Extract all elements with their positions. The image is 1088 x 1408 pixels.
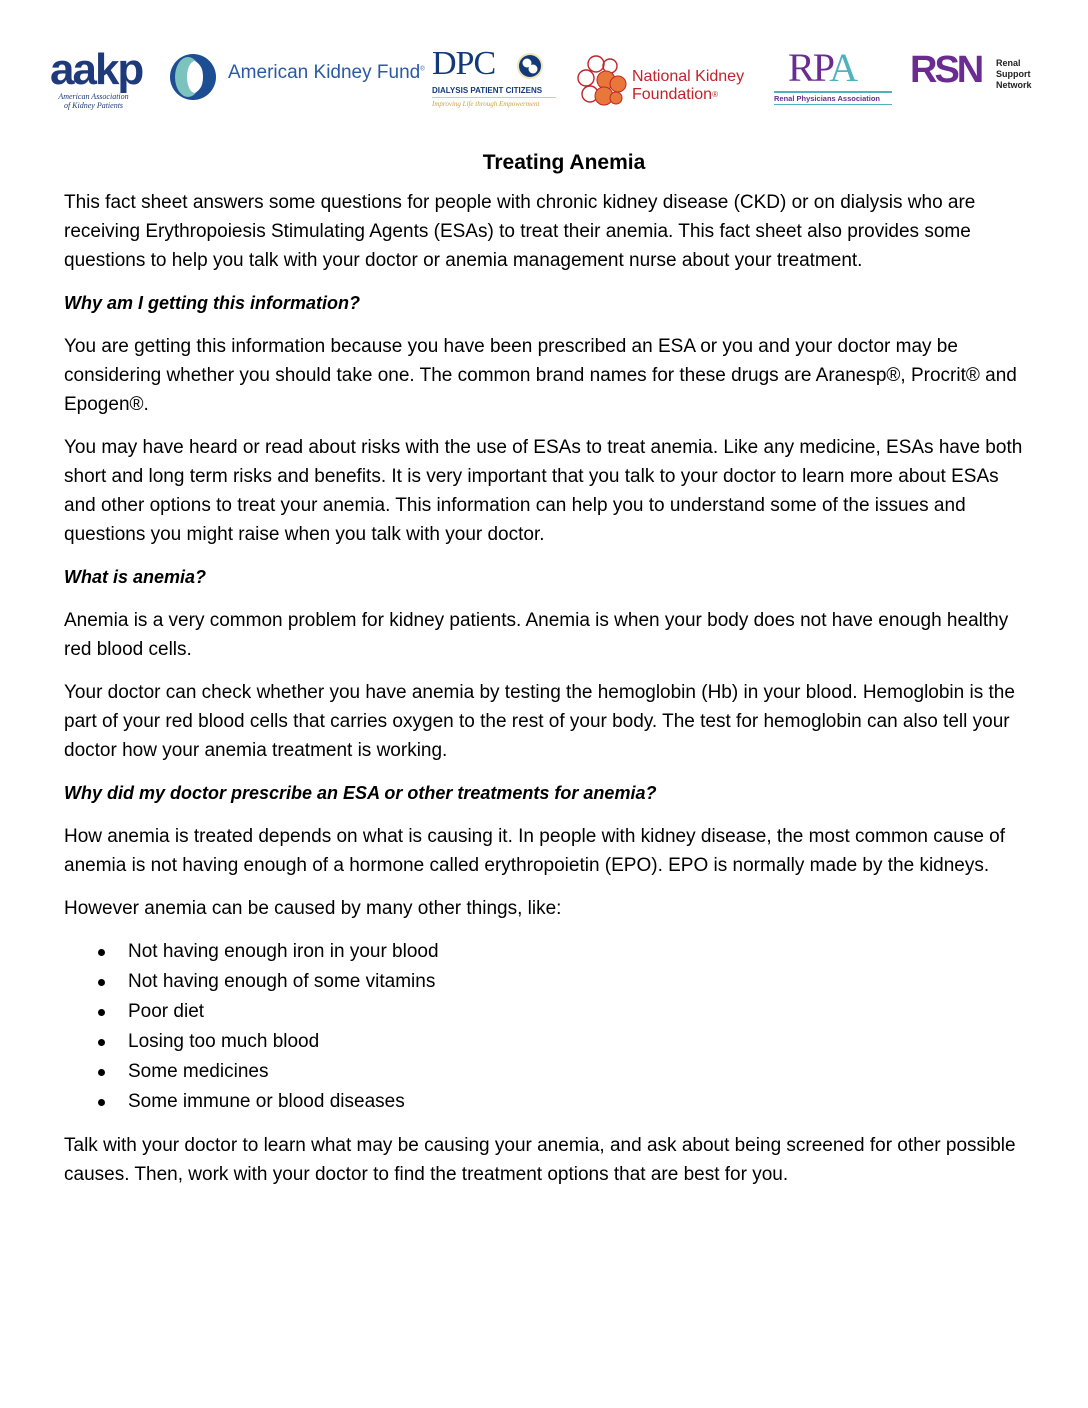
closing-paragraph: Talk with your doctor to learn what may be causing your anemia, and ask about being screened for other possible causes. Then, work with your doctor to find the treatment options that are best for you.	[64, 1135, 1016, 1185]
section-heading: Why am I getting this information?	[64, 293, 360, 313]
nkf-cells-icon	[576, 54, 630, 112]
section-paragraph: You may have heard or read about risks with the use of ESAs to treat anemia. Like any medicine, ESAs have both short and long term risks and benefits. It is very important that you talk to your doctor to learn more about ESAs and other options to treat your anemia. This information can help you to understand some of the issues and questions you might raise when you talk with your doctor.	[64, 437, 1023, 545]
dpc-globe-icon	[516, 52, 544, 80]
bullet-icon	[98, 949, 105, 956]
dpc-tagline: Improving Life through Empowerment	[432, 100, 540, 108]
dialysis-patient-citizens-logo	[430, 46, 560, 126]
sponsor-logos-bar	[48, 46, 1048, 126]
akf-name: American Kidney Fund®	[228, 62, 425, 83]
renal-support-network-logo	[910, 46, 1050, 126]
rpa-rule-bottom	[774, 104, 892, 105]
rsn-side-text: Renal Support Network	[996, 58, 1032, 90]
list-item: Some medicines	[64, 1057, 1034, 1087]
rpa-rule-top	[774, 91, 892, 93]
american-kidney-fund-logo	[168, 46, 428, 126]
section-paragraph: However anemia can be caused by many other things, like:	[64, 898, 562, 919]
dpc-divider	[432, 97, 556, 98]
section-paragraph: Your doctor can check whether you have anemia by testing the hemoglobin (Hb) in your blood. Hemoglobin is the part of your red blood cells that carries oxygen to the rest of your body. The test for hemoglobin can also tell your doctor how your anemia treatment is working.	[64, 682, 1015, 761]
akf-kidney-icon	[168, 52, 218, 102]
list-item: Not having enough iron in your blood	[64, 937, 1034, 967]
bullet-icon	[98, 1099, 105, 1106]
rpa-wordmark: RPA	[788, 45, 857, 90]
anemia-causes-list	[64, 937, 1034, 1117]
bullet-icon	[98, 1039, 105, 1046]
section-heading: What is anemia?	[64, 567, 207, 587]
page-title: Treating Anemia	[482, 151, 646, 174]
nkf-name: National Kidney Foundation®	[632, 68, 745, 103]
fact-sheet-body	[64, 148, 1034, 1189]
bullet-icon	[98, 1069, 105, 1076]
dpc-subtitle: DIALYSIS PATIENT CITIZENS	[432, 86, 543, 95]
aakp-logo	[48, 46, 168, 126]
list-item: Losing too much blood	[64, 1027, 1034, 1057]
rpa-subtitle: Renal Physicians Association	[774, 94, 881, 103]
aakp-subtitle: American Association of Kidney Patients	[58, 92, 129, 110]
intro-paragraph: This fact sheet answers some questions for people with chronic kidney disease (CKD) or on dialysis who are receiving Erythropoiesis Stimulating Agents (ESAs) to treat their anemia. This fact sheet also provides some questions to help you talk with your doctor or anemia management nurse about your treatment.	[64, 192, 976, 271]
national-kidney-foundation-logo	[576, 46, 776, 126]
section-paragraph: You are getting this information because you have been prescribed an ESA or you and your doctor may be considering whether you should take one. The common brand names for these drugs are Aranesp®, Procrit® and Epogen®.	[64, 336, 1017, 415]
section-heading: Why did my doctor prescribe an ESA or other treatments for anemia?	[64, 783, 657, 803]
aakp-wordmark: aakp	[50, 45, 143, 94]
section-paragraph: How anemia is treated depends on what is causing it. In people with kidney disease, the most common cause of anemia is not having enough of a hormone called erythropoietin (EPO). EPO is normally made by the kidneys.	[64, 826, 1006, 876]
list-item: Poor diet	[64, 997, 1034, 1027]
bullet-icon	[98, 1009, 105, 1016]
renal-physicians-association-logo	[772, 46, 897, 126]
dpc-wordmark: DPC	[432, 45, 496, 82]
bullet-icon	[98, 979, 105, 986]
rsn-wordmark: RSN	[910, 49, 982, 91]
list-item: Not having enough of some vitamins	[64, 967, 1034, 997]
section-paragraph: Anemia is a very common problem for kidney patients. Anemia is when your body does not have enough healthy red blood cells.	[64, 610, 1009, 660]
list-item: Some immune or blood diseases	[64, 1087, 1034, 1117]
